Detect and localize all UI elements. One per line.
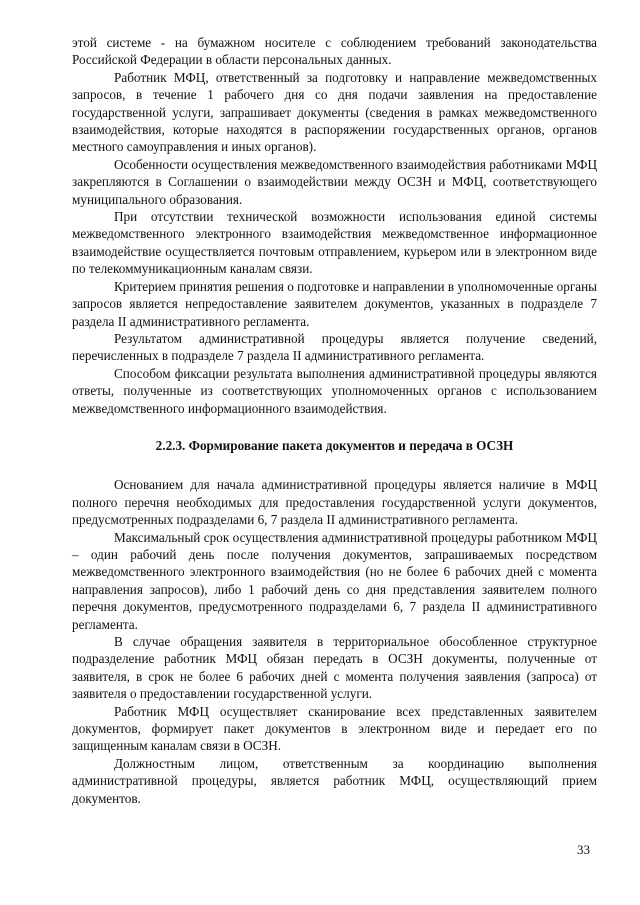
paragraph-territorial-unit: В случае обращения заявителя в территориальное обособленное структурное подразделение работник МФЦ обязан передать в ОСЗН документы, полученные от заявителя, в срок не более 6 рабочих дней с момента получения заявления (запроса) от заявителя о предоставлении государственной услуги.	[72, 634, 597, 702]
document-page	[72, 34, 597, 807]
paragraph-interaction-features: Особенности осуществления межведомственного взаимодействия работниками МФЦ закрепляются в Соглашении о взаимодействии между ОСЗН и МФЦ, соответствующего муниципального образования.	[72, 156, 597, 207]
paragraph-no-technical-possibility: При отсутствии технической возможности использования единой системы межведомственного электронного взаимодействия межведомственное информационное взаимодействие осуществляется почтовым отправлением, курьером или в электронном виде по телекоммуникационным каналам связи.	[72, 209, 597, 277]
paragraph-procedure-result: Результатом административной процедуры является получение сведений, перечисленных в подразделе 7 раздела II административного регламента.	[72, 330, 597, 364]
paragraph-responsible-official: Должностным лицом, ответственным за координацию выполнения административной процедуры, является работник МФЦ, осуществляющий прием документов.	[72, 755, 597, 806]
paragraph-decision-criterion: Критерием принятия решения о подготовке и направлении в уполномоченные органы запросов является непредоставление заявителем документов, указанных в подразделе 7 раздела II административного регламента.	[72, 278, 597, 329]
paragraph-result-fixation: Способом фиксации результата выполнения административной процедуры являются ответы, полученные из соответствующих уполномоченных органов с использованием межведомственного информационного взаимодействия.	[72, 365, 597, 416]
paragraph-procedure-basis: Основанием для начала административной процедуры является наличие в МФЦ полного перечня необходимых для предоставления государственной услуги документов, предусмотренных подразделами 6, 7 раздела II административного регламента.	[72, 477, 597, 528]
paragraph-requests: Работник МФЦ, ответственный за подготовку и направление межведомственных запросов, в течение 1 рабочего дня со дня подачи заявления на предоставление государственной услуги, запрашивает документы (сведения в рамках межведомственного взаимодействия, которые находятся в распоряжении государственных органов, органов местного самоуправления и иных органов).	[72, 69, 597, 155]
page-number: 33	[577, 842, 590, 857]
paragraph-scanning: Работник МФЦ осуществляет сканирование всех представленных заявителем документов, формирует пакет документов в электронном виде и передает его по защищенным каналам связи в ОСЗН.	[72, 703, 597, 754]
paragraph-max-term: Максимальный срок осуществления административной процедуры работником МФЦ – один рабочий день после получения документов, запрашиваемых посредством межведомственного электронного взаимодействия (но не более 6 рабочих дней с момента направления запросов), либо 1 рабочий день со дня представления заявителем полного перечня документов, предусмотренного подразделами 6, 7 раздела II административного регламента.	[72, 529, 597, 632]
paragraph-continuation: этой системе - на бумажном носителе с соблюдением требований законодательства Российской Федерации в области персональных данных.	[72, 35, 597, 68]
section-heading: 2.2.3. Формирование пакета документов и передача в ОСЗН	[155, 437, 514, 453]
